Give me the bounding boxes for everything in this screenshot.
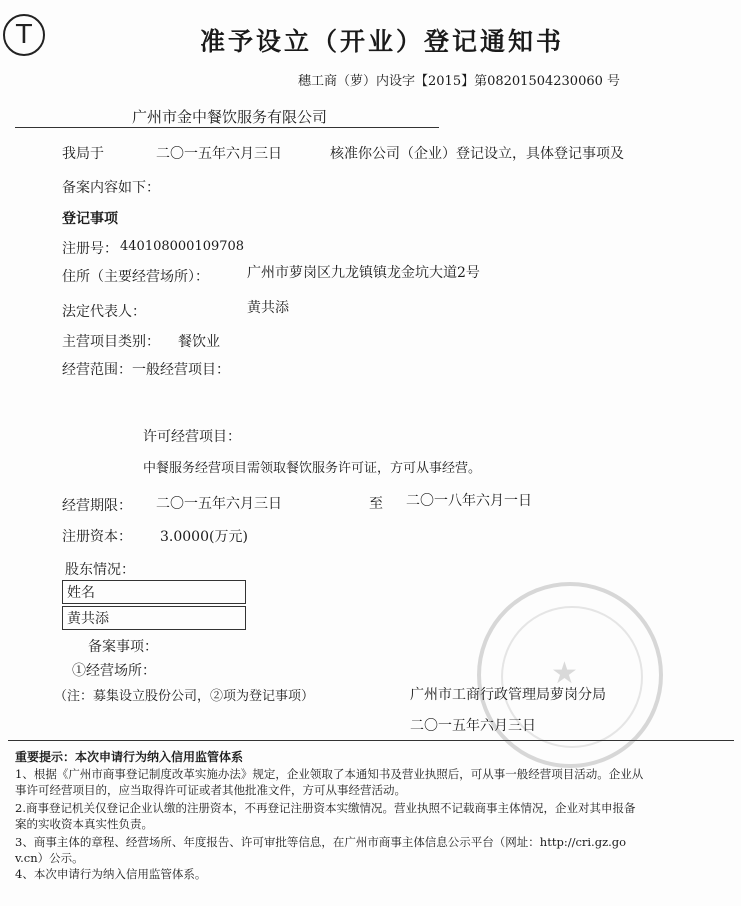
footnote: （注：募集设立股份公司，②项为登记事项） xyxy=(54,689,315,704)
document-number: 穗工商（萝）内设字【2015】第08201504230060 号 xyxy=(298,74,621,89)
notice-divider xyxy=(8,740,734,741)
licensed-text: 中餐服务经营项目需领取餐饮服务许可证，方可从事经营。 xyxy=(143,461,482,476)
legal-rep-label: 法定代表人： xyxy=(62,304,146,320)
issuer-date: 二〇一五年六月三日 xyxy=(410,718,536,734)
term-end: 二〇一八年六月一日 xyxy=(406,493,532,509)
address-value: 广州市萝岗区九龙镇镇龙金坑大道2号 xyxy=(247,265,480,281)
shareholder-name-cell: 黄共添 xyxy=(62,606,246,630)
filing-label: 备案事项： xyxy=(88,639,158,655)
notice-line-1: 1、根据《广州市商事登记制度改革实施办法》规定，企业领取了本通知书及营业执照后，可从事一般经营项目活动。企业从 xyxy=(15,767,644,781)
addressee-underline xyxy=(15,127,439,128)
notice-line-6: v.cn）公示。 xyxy=(15,851,84,865)
scope-label: 经营范围：一般经营项目： xyxy=(62,362,230,378)
t-mark-icon: T xyxy=(3,14,45,56)
licensed-label: 许可经营项目： xyxy=(143,429,241,445)
term-to: 至 xyxy=(369,496,383,512)
capital-value: 3.0000(万元) xyxy=(160,529,248,545)
intro-text: 核准你公司（企业）登记设立，具体登记事项及 xyxy=(330,146,624,162)
capital-label: 注册资本： xyxy=(62,529,132,545)
intro-prefix: 我局于 xyxy=(62,146,104,162)
addressee-company: 广州市金中餐饮服务有限公司 xyxy=(132,108,328,126)
reg-no-value: 440108000109708 xyxy=(120,239,245,254)
main-category-label: 主营项目类别： xyxy=(62,334,160,350)
notice-line-5: 3、商事主体的章程、经营场所、年度报告、许可审批等信息，在广州市商事主体信息公示平台（网址：http://cri.gz.go xyxy=(15,835,627,849)
intro-date: 二〇一五年六月三日 xyxy=(156,146,282,162)
notice-title: 重要提示：本次申请行为纳入信用监管体系 xyxy=(15,750,244,764)
section-title: 登记事项 xyxy=(62,211,118,227)
legal-rep-value: 黄共添 xyxy=(247,300,289,316)
issuer-name: 广州市工商行政管理局萝岗分局 xyxy=(410,687,606,703)
notice-line-3: 2.商事登记机关仅登记企业认缴的注册资本，不再登记注册资本实缴情况。营业执照不记载商事主体情况，企业对其申报备 xyxy=(15,801,636,815)
shareholders-label: 股东情况： xyxy=(65,562,135,578)
main-category-value: 餐饮业 xyxy=(178,334,220,350)
term-start: 二〇一五年六月三日 xyxy=(156,496,282,512)
filing-item: ①经营场所： xyxy=(72,663,156,679)
notice-line-7: 4、本次申请行为纳入信用监管体系。 xyxy=(15,867,207,881)
address-label: 住所（主要经营场所）： xyxy=(62,269,209,285)
notice-line-2: 事许可经营项目的，应当取得许可证或者其他批准文件，方可从事经营活动。 xyxy=(15,783,406,797)
shareholders-header-cell: 姓名 xyxy=(62,580,246,604)
notice-line-4: 案的实收资本真实性负责。 xyxy=(15,817,153,831)
document-title: 准予设立（开业）登记通知书 xyxy=(200,27,565,56)
seal-star-icon: ★ xyxy=(551,656,578,691)
term-label: 经营期限： xyxy=(62,498,132,514)
reg-no-label: 注册号： xyxy=(62,241,118,257)
intro-line2: 备案内容如下： xyxy=(62,180,160,196)
